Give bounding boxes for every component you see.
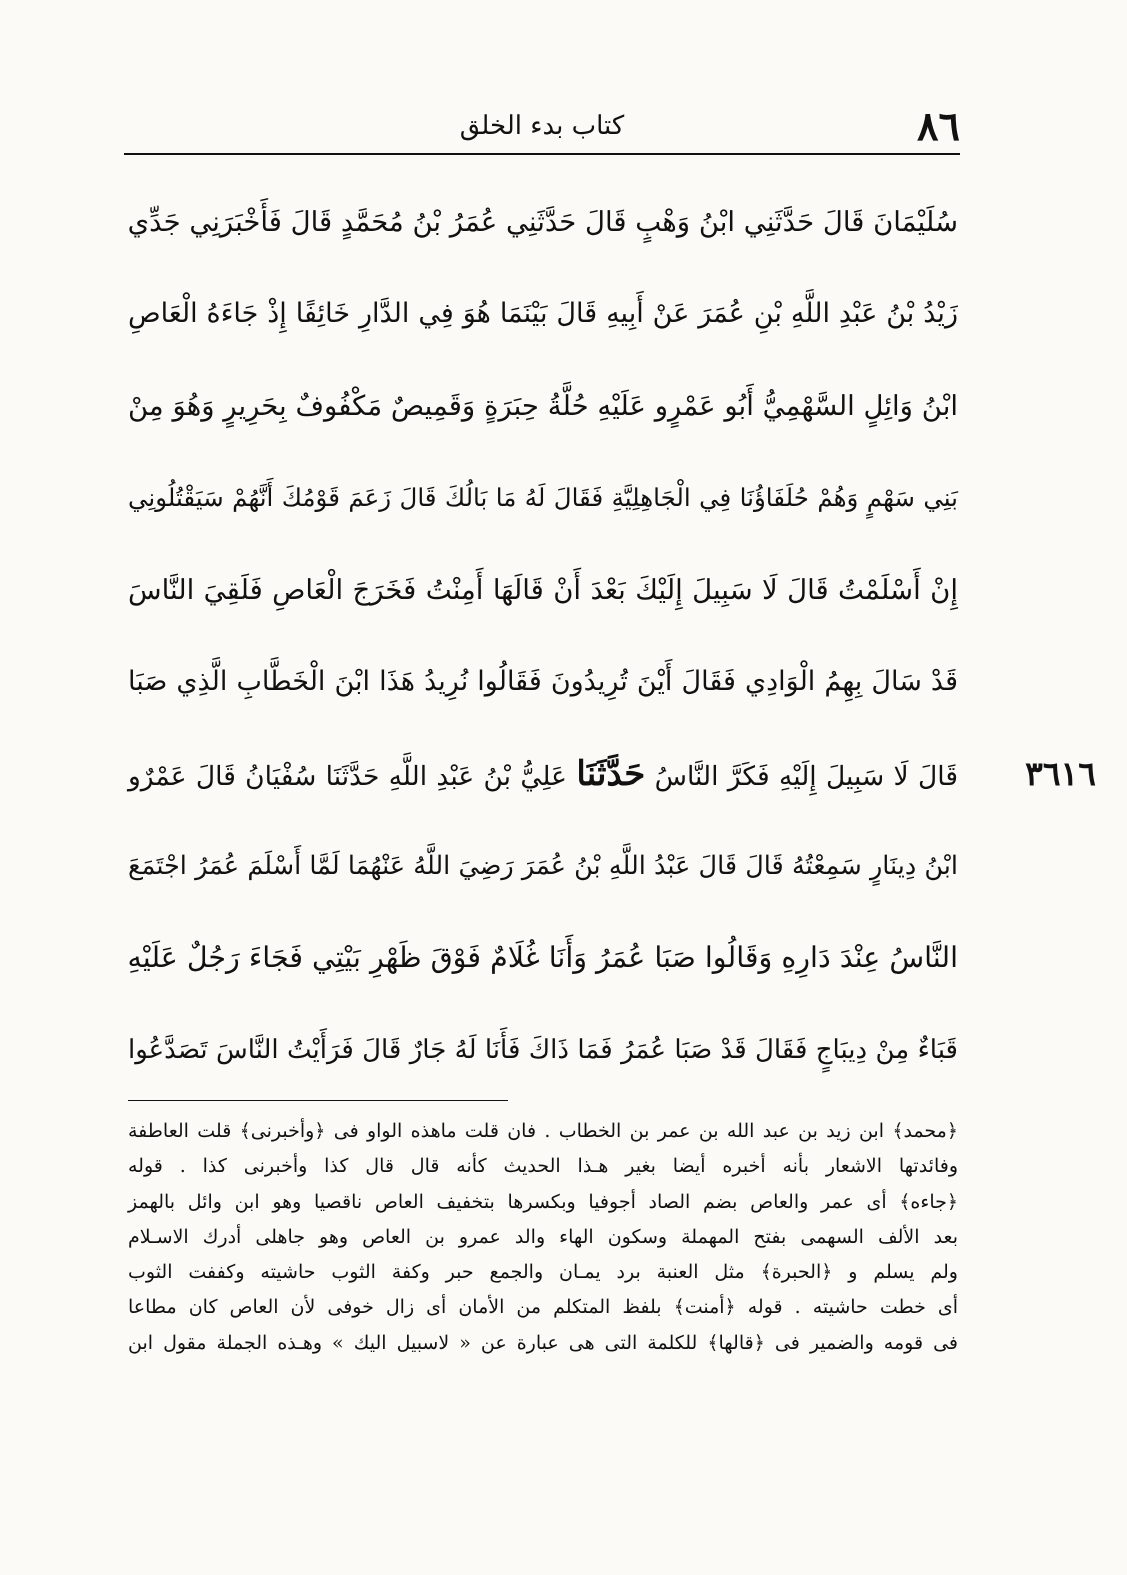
text-line: سُلَيْمَانَ قَالَ حَدَّثَنِي ابْنُ وَهْبٍ قَالَ حَدَّثَنِي عُمَرُ بْنُ مُحَمَّدٍ قَالَ فَأَخْبَرَنِي جَدِّي (127, 206, 958, 238)
text-line: ابْنُ دِينَارٍ سَمِعْتُهُ قَالَ قَالَ عَبْدُ اللَّهِ بْنُ عُمَرَ رَضِيَ اللَّهُ عَنْهُمَا لَمَّا أَسْلَمَ عُمَرُ اجْتَمَعَ (128, 851, 958, 881)
text-line: بَنِي سَهْمٍ وَهُمْ حُلَفَاؤُنَا فِي الْجَاهِلِيَّةِ فَقَالَ لَهُ مَا بَالُكَ قَالَ زَعَمَ قَوْمُكَ أَنَّهُمْ سَيَقْتُلُونِي (128, 483, 958, 512)
text-line: النَّاسُ عِنْدَ دَارِهِ وَقَالُوا صَبَا عُمَرُ وَأَنَا غُلَامٌ فَوْقَ ظَهْرِ بَيْتِي فَجَاءَ رَجُلٌ عَلَيْهِ (127, 941, 958, 974)
text-line: قَدْ سَالَ بِهِمُ الْوَادِي فَقَالَ أَيْنَ تُرِيدُونَ فَقَالُوا نُرِيدُ هَذَا ابْنَ الْخَطَّابِ الَّذِي صَبَا (128, 666, 958, 697)
haddathana-keyword: حَدَّثَنَا (576, 754, 646, 794)
header-rule (124, 153, 960, 155)
hadith-number: ٣٦١٦ (1025, 754, 1096, 793)
footnote-line: فى قومه والضمير فى ﴿قالها﴾ للكلمة التى هى عبارة عن « لاسبيل اليك » وهـذه الجملة مقول ابن (128, 1331, 958, 1354)
footnote-line: أى خطت حاشيته . قوله ﴿أمنت﴾ بلفظ المتكلم من الأمان أى زال خوفى لأن العاص كان مطاعا (128, 1296, 958, 1319)
text-segment: قَالَ لَا سَبِيلَ إِلَيْهِ فَكَرَّ النَّاسُ (654, 761, 958, 792)
page-header (124, 100, 960, 156)
page-number: ٨٦ (917, 103, 960, 150)
text-line: زَيْدُ بْنُ عَبْدِ اللَّهِ بْنِ عُمَرَ عَنْ أَبِيهِ قَالَ بَيْنَمَا هُوَ فِي الدَّارِ خَائِفًا إِذْ جَاءَهُ الْعَاصِ (128, 298, 958, 329)
text-line: ابْنُ وَائِلٍ السَّهْمِيُّ أَبُو عَمْرٍو عَلَيْهِ حُلَّةُ حِبَرَةٍ وَقَمِيصٌ مَكْفُوفٌ بِحَرِيرٍ وَهُوَ مِنْ (128, 390, 958, 422)
text-line: قَبَاءٌ مِنْ دِيبَاجٍ فَقَالَ قَدْ صَبَا عُمَرُ فَمَا ذَاكَ فَأَنَا لَهُ جَارٌ قَالَ فَرَأَيْتُ النَّاسَ تَصَدَّعُوا (128, 1035, 958, 1065)
text-segment: عَلِيُّ بْنُ عَبْدِ اللَّهِ حَدَّثَنَا سُفْيَانُ قَالَ عَمْرٌو (128, 761, 567, 792)
footnote-rule (128, 1100, 508, 1101)
footnote-line: ﴿محمد﴾ ابن زيد بن عبد الله بن عمر بن الخطاب . فان قلت ماهذه الواو فى ﴿وأخبرنى﴾ قلت العاطفة (128, 1120, 958, 1142)
footnote-line: ولم يسلم و ﴿الحبرة﴾ مثل العنبة برد يمـان والجمع حبر وكفة الثوب حاشيته وكففت الثوب (128, 1261, 958, 1284)
footnotes (128, 1114, 958, 1361)
text-line: إِنْ أَسْلَمْتُ قَالَ لَا سَبِيلَ إِلَيْكَ بَعْدَ أَنْ قَالَهَا أَمِنْتُ فَخَرَجَ الْعَاصِ فَلَقِيَ النَّاسَ (128, 574, 958, 606)
text-line-hadith-start (128, 728, 1096, 820)
footnote-line: بعد الألف السهمى بفتح المهملة وسكون الهاء والد عمرو بن العاص وهو جاهلى أدرك الاسـلام (128, 1225, 958, 1248)
footnote-line: وفائدتها الاشعار بأنه أخبره أيضا بغير هـذا الحديث كأنه قال قال كذا وأخبرنى كذا . قوله (128, 1155, 958, 1178)
running-title: كتاب بدء الخلق (459, 111, 625, 141)
footnote-line: ﴿جاءه﴾ أى عمر والعاص بضم الصاد أجوفيا وبكسرها بتخفيف العاص ناقصيا وهو ابن وائل بالهمز (128, 1190, 958, 1213)
main-text (127, 176, 1096, 1096)
